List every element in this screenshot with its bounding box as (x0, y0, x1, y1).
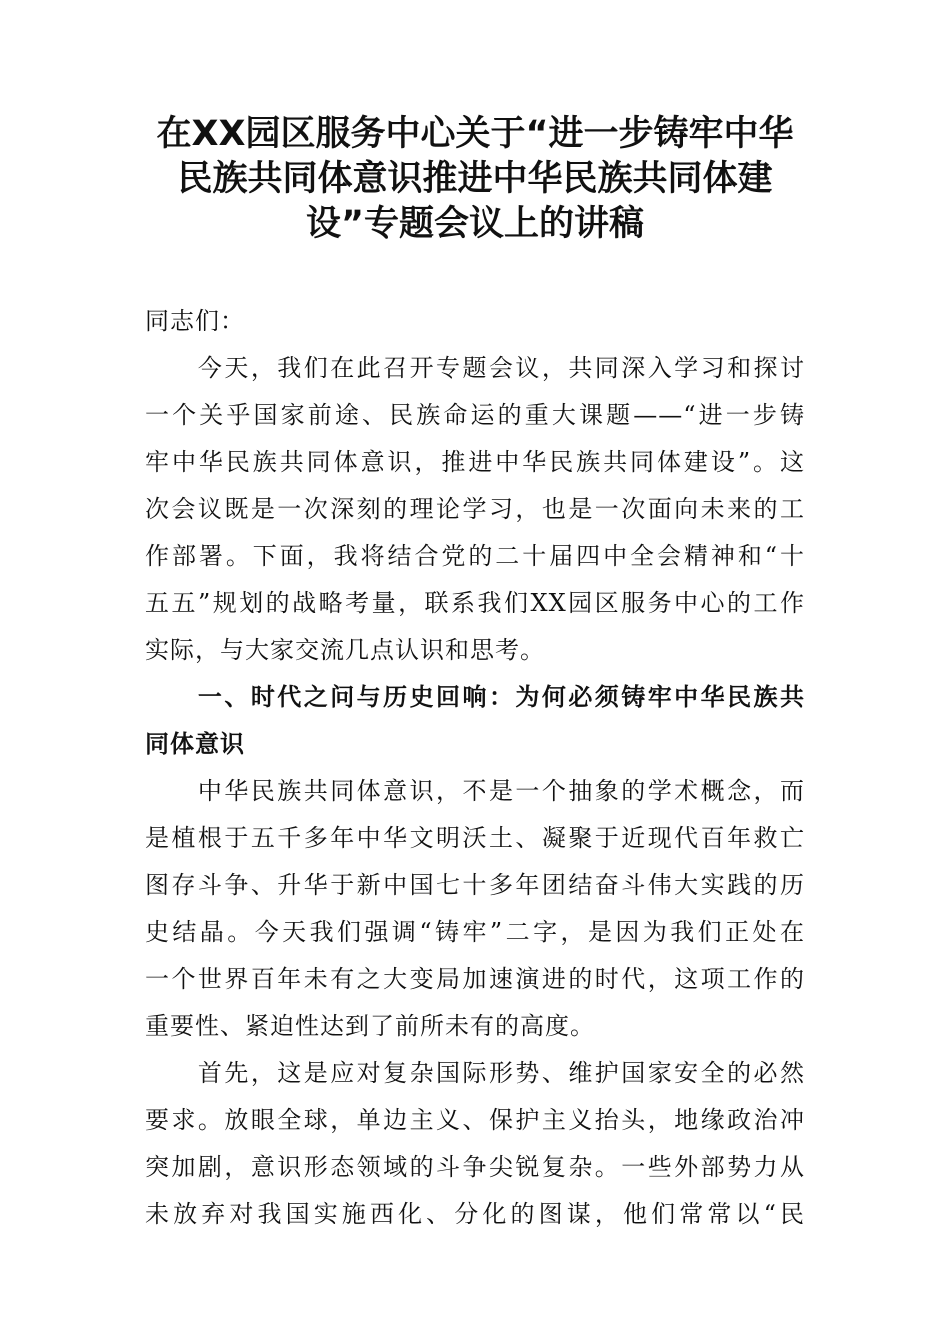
paragraph-intro (145, 345, 805, 674)
paragraph-first-point (145, 1050, 805, 1238)
paragraph-line: 实际，与大家交流几点认识和思考。 (145, 636, 545, 664)
section-heading-1 (145, 674, 805, 768)
title-line: 在XX园区服务中心关于“进一步铸牢中华 (156, 114, 794, 154)
paragraph-line: 作部署。下面，我将结合党的二十届四中全会精神和“十 (145, 542, 805, 570)
paragraph-line: 五五”规划的战略考量，联系我们XX园区服务中心的工作 (145, 589, 805, 617)
paragraph-line: 突加剧，意识形态领域的斗争尖锐复杂。一些外部势力从 (145, 1153, 805, 1181)
salutation: 同志们： (145, 307, 245, 335)
paragraph-line: 是植根于五千多年中华文明沃土、凝聚于近现代百年救亡 (145, 824, 805, 852)
paragraph-line: 牢中华民族共同体意识，推进中华民族共同体建设”。这 (145, 448, 805, 476)
paragraph-line: 一个关乎国家前途、民族命运的重大课题——“进一步铸 (145, 401, 805, 429)
paragraph-consciousness (145, 768, 805, 1050)
paragraph-line: 次会议既是一次深刻的理论学习，也是一次面向未来的工 (145, 495, 805, 523)
title-line: 民族共同体意识推进中华民族共同体建 (177, 159, 773, 199)
paragraph-line: 重要性、紧迫性达到了前所未有的高度。 (145, 1012, 595, 1040)
document-body (145, 298, 805, 1238)
paragraph-line: 未放弃对我国实施西化、分化的图谋，他们常常以“民 (145, 1200, 805, 1228)
heading-line: 一、时代之问与历史回响：为何必须铸牢中华民族共 (145, 683, 805, 711)
paragraph-line: 图存斗争、升华于新中国七十多年团结奋斗伟大实践的历 (145, 871, 805, 899)
paragraph-line: 首先，这是应对复杂国际形势、维护国家安全的必然 (145, 1059, 805, 1087)
paragraph-line: 今天，我们在此召开专题会议，共同深入学习和探讨 (145, 354, 805, 382)
document-title (140, 112, 810, 247)
title-line: 设”专题会议上的讲稿 (305, 204, 644, 244)
paragraph-line: 要求。放眼全球，单边主义、保护主义抬头，地缘政治冲 (145, 1106, 805, 1134)
paragraph-line: 一个世界百年未有之大变局加速演进的时代，这项工作的 (145, 965, 805, 993)
paragraph-line: 中华民族共同体意识，不是一个抽象的学术概念，而 (145, 777, 805, 805)
paragraph-line: 史结晶。今天我们强调“铸牢”二字，是因为我们正处在 (145, 918, 805, 946)
heading-line: 同体意识 (145, 730, 245, 758)
